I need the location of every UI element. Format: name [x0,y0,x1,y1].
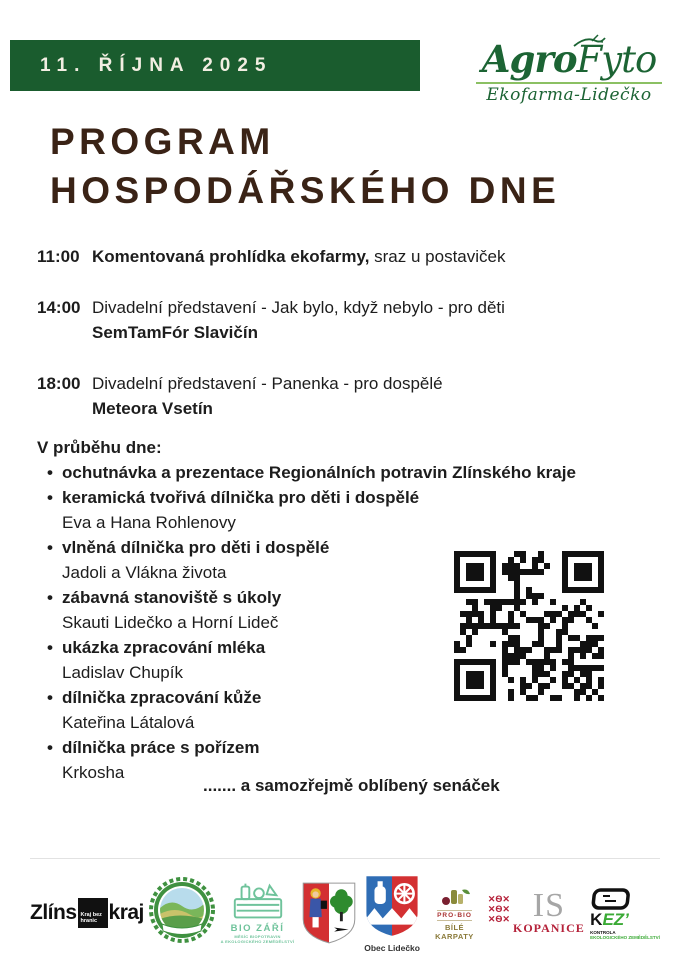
activity-label: dílnička zpracování kůže [62,688,262,707]
pro-bio-line2: BÍLÉ KARPATY [435,922,474,941]
activity-presenter: Eva a Hana Rohlenovy [62,513,236,532]
folk-pattern-icon: ✕Ѳ✕ ✕Ѳ✕ ✕Ѳ✕ [487,893,510,924]
page-title-line2: HOSPODÁŘSKÉHO DNE [50,169,561,211]
is-kopanice-logo [487,886,585,936]
activity-label: ukázka zpracování mléka [62,638,266,657]
schedule [37,244,652,447]
schedule-activity-bold: Komentovaná prohlídka ekofarmy, [92,247,370,266]
obec-lidecko-shield-icon [363,873,421,939]
page-title-line1: PROGRAM [50,121,275,162]
kez-letter-k: K [590,909,603,929]
bullet-icon: • [47,688,53,707]
schedule-activity-note: Divadelní představení - Panenka - pro dospělé [92,374,443,393]
brand-name-part2: Fyto [576,38,657,81]
bio-zari-sub2: A EKOLOGICKÉHO ZEMĚDĚLSTVÍ [220,939,295,944]
activity-presenter: Ladislav Chupík [62,663,183,682]
zlin-black-box [78,898,108,928]
zlin-text-suffix: kraj [108,901,144,924]
activity-label: keramická tvořivá dílnička pro děti i dospělé [62,488,420,507]
brand-name-part1: Agro [481,37,577,81]
bio-zari-sub1: MĚSÍC BIOPOTRAVIN [234,933,281,939]
landscape-seal-icon [149,874,215,952]
obec-lidecko-coat-of-arms [363,873,421,953]
kez-sub1: KONTROLA [590,929,616,935]
schedule-time: 11:00 [37,247,80,266]
pro-bio-logo [427,886,483,941]
bullet-icon: • [47,738,53,757]
bullet-icon: • [47,638,53,657]
bio-zari-title: BIO ZÁŘÍ [230,922,285,934]
activity-presenter: Krkosha [62,763,125,782]
pro-bio-harvest-icon [438,886,472,908]
schedule-time: 18:00 [37,374,81,393]
kez-stamp-icon [590,887,630,911]
horni-lidec-coat-of-arms [300,880,358,946]
activity-label: ochutnávka a prezentace Regionálních potravin Zlínského kraje [62,463,576,482]
pro-bio-line1: PRO-BIO [437,911,472,919]
zlin-box-line1: Kraj bez [80,911,102,918]
qr-code [451,548,607,704]
zlin-box-line2: hranic [80,918,98,925]
landscape-seal-logo [149,874,215,952]
schedule-activity-note: sraz u postaviček [369,247,506,266]
brand-underline [476,82,662,84]
bullet-icon: • [47,488,53,507]
agrofyto-logo [476,37,662,105]
schedule-item [37,295,652,345]
is-kopanice-initials: IS [532,886,565,924]
zlinsky-kraj-logo [30,898,144,928]
brand-name [476,37,662,81]
schedule-performer: Meteora Vsetín [92,399,213,418]
schedule-item [37,244,652,269]
kez-sub2: EKOLOGICKÉHO ZEMĚDĚLSTVÍ [590,934,660,940]
date-banner [10,40,420,91]
activity-presenter: Jadoli a Vlákna života [62,563,227,582]
activity-label: zábavná stanoviště s úkoly [62,588,282,607]
is-kopanice-name: KOPANICE [512,920,585,935]
kez-letters-ez: EZ’ [602,909,629,929]
horni-lidec-shield-icon [300,880,358,946]
schedule-item [37,371,652,421]
footer-divider [30,858,660,859]
bio-crate-icon [229,882,287,922]
schedule-time: 14:00 [37,298,81,317]
bullet-icon: • [47,463,53,482]
bullet-icon: • [47,538,53,557]
bullet-icon: • [47,588,53,607]
partner-logos [30,864,660,962]
activity-label: vlněná dílnička pro děti i dospělé [62,538,330,557]
during-day-heading: V průběhu dne: [37,438,162,457]
event-date: 11. ŘÍJNA 2025 [40,54,273,76]
activity-label: dílnička práce s pořízem [62,738,260,757]
list-item [47,485,657,535]
zlin-text-prefix: Zlíns [30,901,77,924]
bio-zari-logo [221,882,295,944]
activity-presenter: Kateřina Látalová [62,713,195,732]
page-title [50,118,560,216]
bird-flourish-icon [572,34,606,48]
activity-presenter: Skauti Lidečko a Horní Lideč [62,613,279,632]
schedule-activity-note: Divadelní představení - Jak bylo, když nebylo - pro děti [92,298,505,317]
kez-logo [590,887,660,940]
obec-lidecko-caption: Obec Lidečko [364,943,420,953]
brand-subtitle: Ekofarma-Lidečko [486,84,652,105]
list-item [47,460,657,485]
closing-note: ....... a samozřejmě oblíbený senáček [203,776,500,795]
schedule-performer: SemTamFór Slavičín [92,323,258,342]
